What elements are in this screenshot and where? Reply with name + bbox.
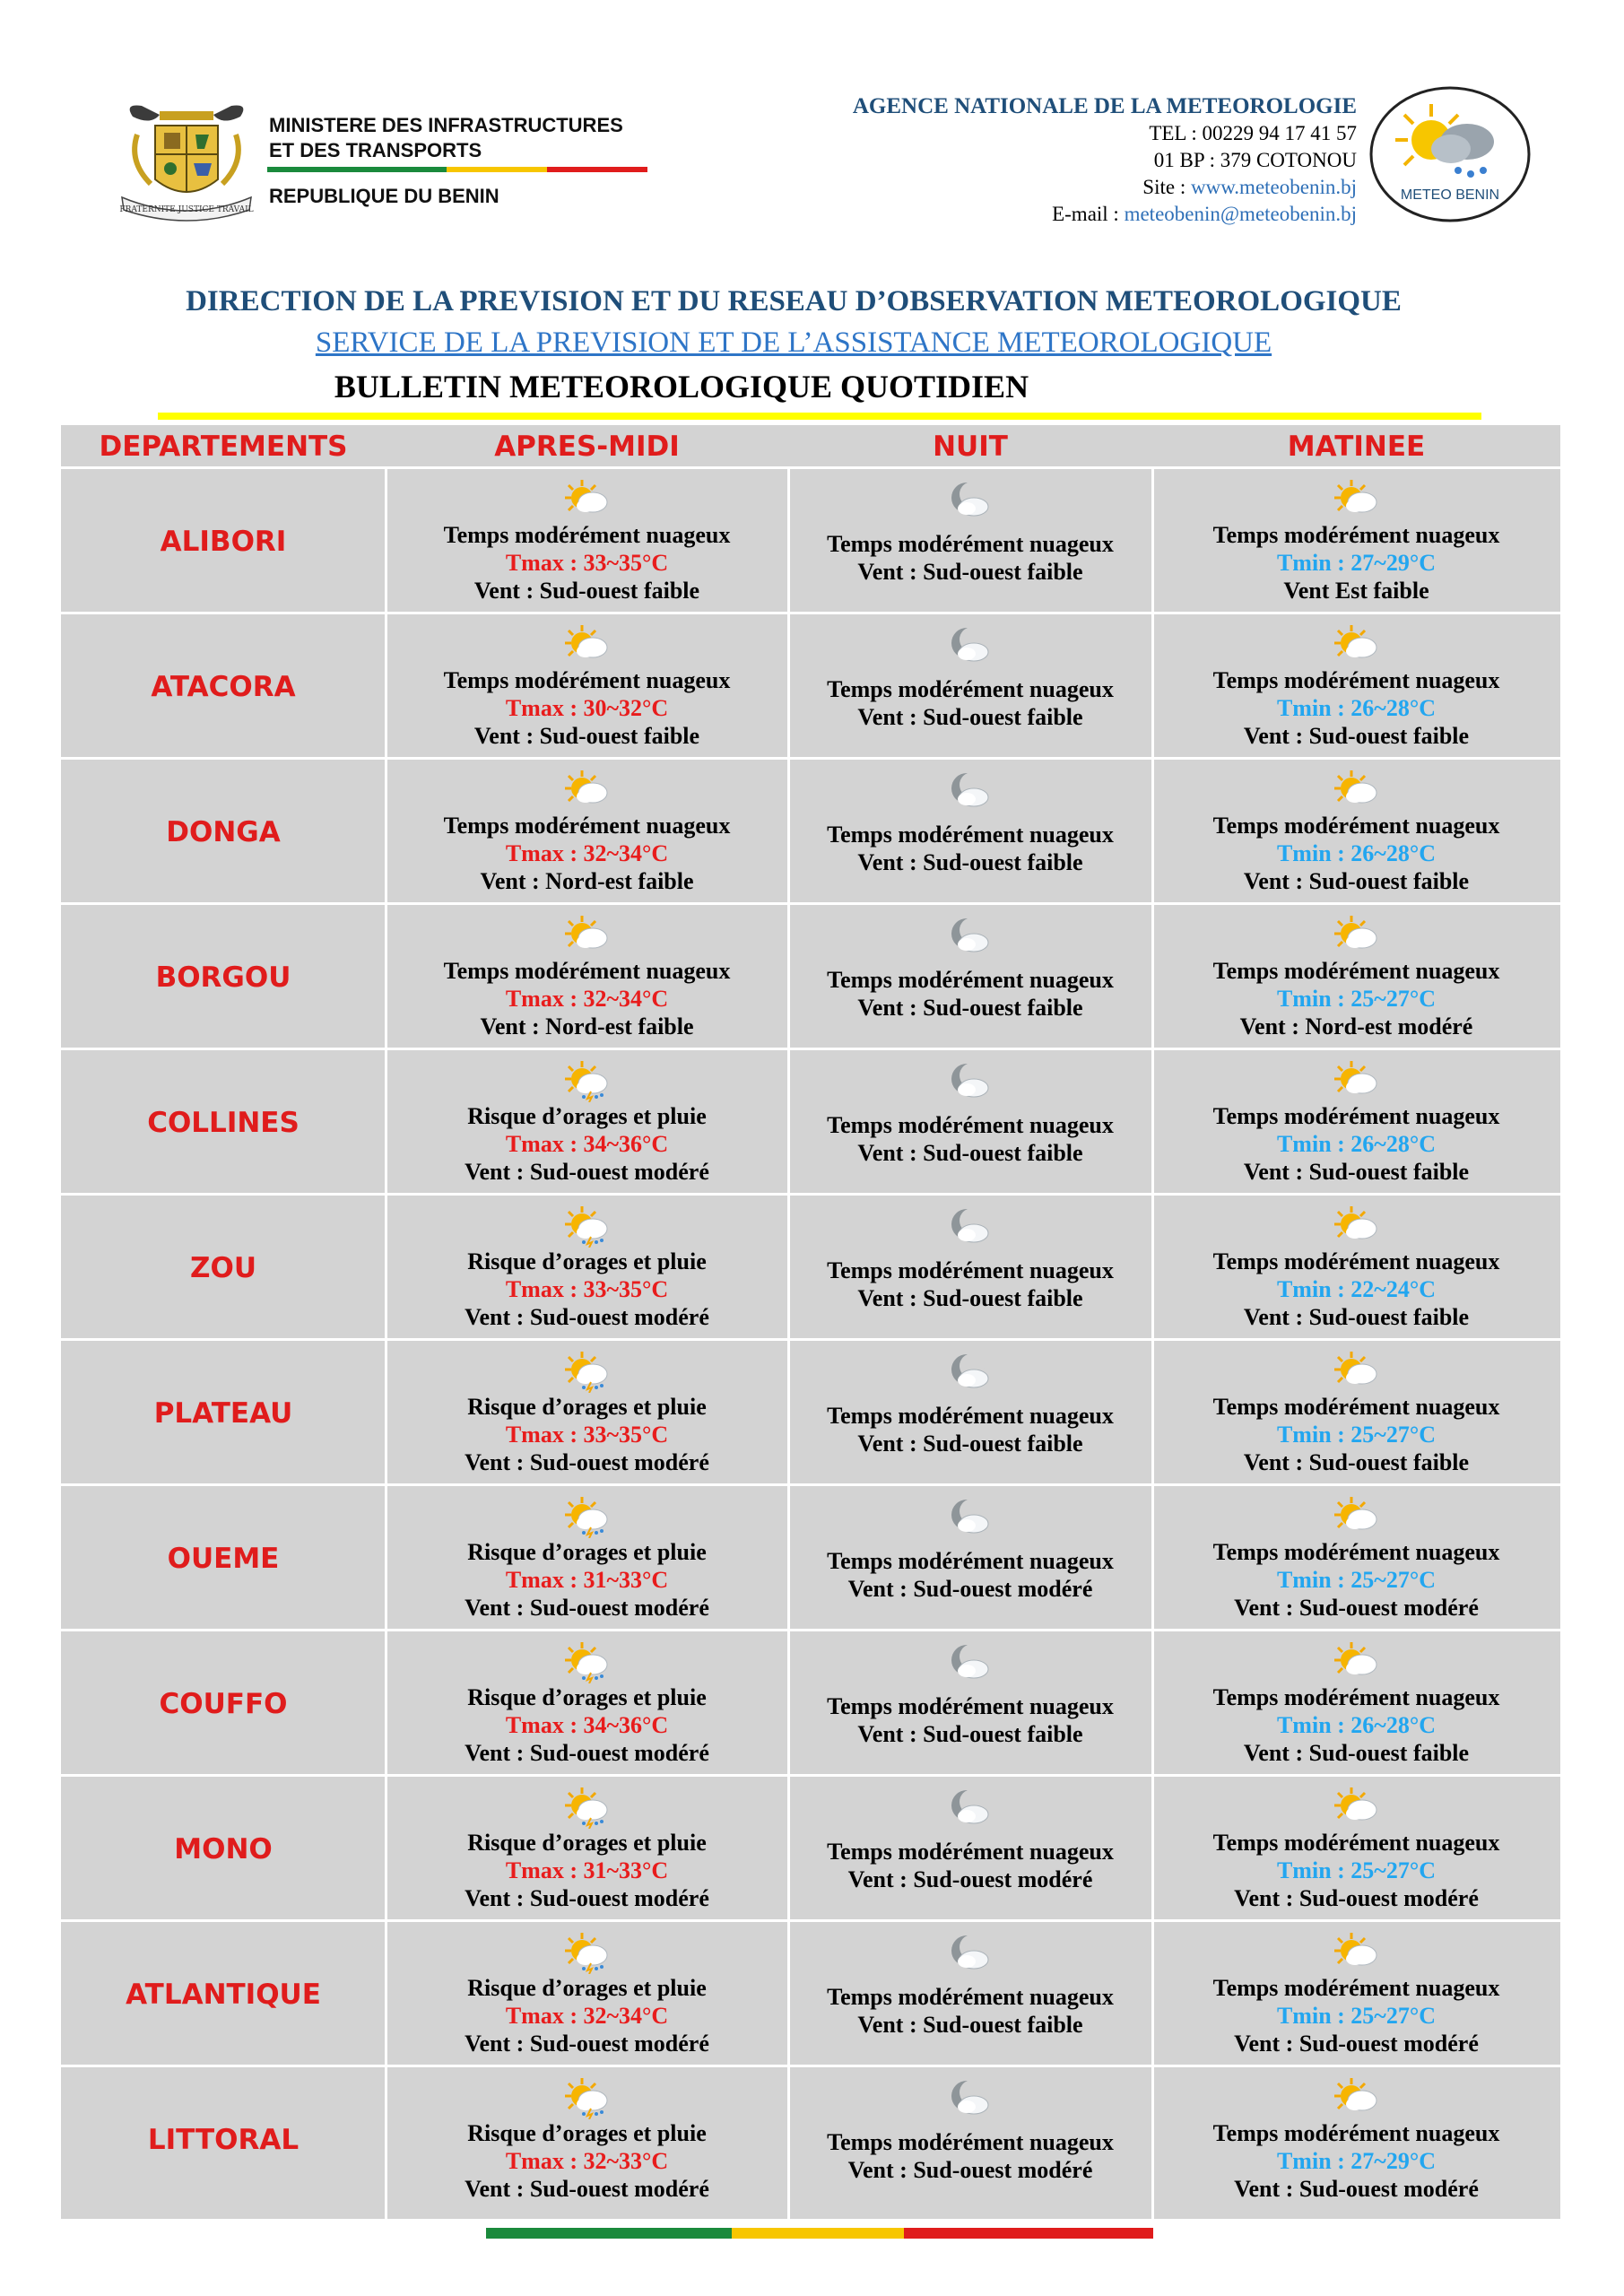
- site-link[interactable]: www.meteobenin.bj: [1190, 176, 1357, 198]
- partly-cloudy-moon-icon: [788, 2076, 1152, 2119]
- ministry-line-2: ET DES TRANSPORTS: [269, 139, 482, 161]
- forecast-table: [61, 425, 1560, 2219]
- department-name: ALIBORI: [160, 526, 287, 558]
- site-label: Site :: [1142, 176, 1191, 198]
- table-row: [61, 1050, 1560, 1196]
- partly-cloudy-sun-icon: [1152, 1640, 1560, 1683]
- forecast-cell-mat: [1152, 1631, 1560, 1777]
- sky-condition: Temps modérément nuageux: [827, 531, 1114, 557]
- sky-condition: Risque d’orages et pluie: [467, 1830, 707, 1856]
- wind-info: Vent : Sud-ouest modéré: [465, 1304, 709, 1330]
- sky-condition: Temps modérément nuageux: [1212, 958, 1500, 984]
- temperature-range: Tmax : 30~32°C: [505, 695, 669, 721]
- partly-cloudy-sun-icon: [1152, 2076, 1560, 2119]
- forecast-cell-am: [386, 469, 788, 614]
- forecast-cell-am: [386, 1341, 788, 1486]
- forecast-cell-mat: [1152, 1050, 1560, 1196]
- wind-info: Vent : Nord-est faible: [480, 1013, 694, 1039]
- sky-condition: Temps modérément nuageux: [827, 1693, 1114, 1719]
- wind-info: Vent : Sud-ouest faible: [857, 849, 1083, 875]
- sky-condition: Temps modérément nuageux: [827, 1839, 1114, 1865]
- thunderstorm-rain-icon: [386, 1059, 788, 1102]
- sky-condition: Temps modérément nuageux: [1212, 667, 1500, 693]
- wind-info: Vent : Sud-ouest faible: [857, 704, 1083, 730]
- agency-bp: 01 BP : 379 COTONOU: [1153, 149, 1357, 171]
- department-name: COLLINES: [147, 1107, 300, 1139]
- sky-condition: Temps modérément nuageux: [827, 822, 1114, 848]
- forecast-cell-am: [386, 760, 788, 905]
- sky-condition: Risque d’orages et pluie: [467, 1394, 707, 1420]
- flag-green-segment: [267, 167, 447, 172]
- partly-cloudy-moon-icon: [788, 1059, 1152, 1102]
- sky-condition: Temps modérément nuageux: [1212, 522, 1500, 548]
- sky-condition: Temps modérément nuageux: [443, 958, 731, 984]
- forecast-cell-nuit: [788, 1631, 1152, 1777]
- wind-info: Vent : Sud-ouest faible: [473, 578, 700, 604]
- forecast-cell-am: [386, 1777, 788, 1922]
- forecast-cell-nuit: [788, 614, 1152, 760]
- ministry-line-1: MINISTERE DES INFRASTRUCTURES: [269, 114, 623, 136]
- partly-cloudy-sun-icon: [1152, 1786, 1560, 1829]
- header-matinee: MATINEE: [1287, 430, 1426, 463]
- forecast-cell-am: [386, 1050, 788, 1196]
- wind-info: Vent : Sud-ouest modéré: [465, 1740, 709, 1766]
- logo-text: METEO BENIN: [1400, 187, 1500, 203]
- temperature-range: Tmax : 32~34°C: [505, 986, 669, 1012]
- wind-info: Vent : Sud-ouest modéré: [847, 1866, 1093, 1892]
- department-name: DONGA: [166, 816, 281, 848]
- temperature-range: Tmin : 26~28°C: [1276, 1712, 1437, 1738]
- temperature-range: Tmin : 27~29°C: [1276, 550, 1437, 576]
- flag-yellow-segment: [447, 167, 547, 172]
- wind-info: Vent : Sud-ouest faible: [473, 723, 700, 749]
- wind-info: Vent : Sud-ouest faible: [857, 995, 1083, 1021]
- department-name: PLATEAU: [153, 1397, 293, 1430]
- wind-info: Vent : Sud-ouest faible: [857, 559, 1083, 585]
- sky-condition: Temps modérément nuageux: [827, 1984, 1114, 2010]
- wind-info: Vent : Sud-ouest modéré: [465, 1449, 709, 1475]
- table-header-row: [61, 425, 1560, 468]
- partly-cloudy-sun-icon: [1152, 1205, 1560, 1248]
- temperature-range: Tmax : 34~36°C: [505, 1131, 669, 1157]
- table-row: [61, 614, 1560, 760]
- wind-info: Vent : Sud-ouest modéré: [465, 2176, 709, 2202]
- table-row: [61, 2067, 1560, 2213]
- temperature-range: Tmax : 32~33°C: [505, 2148, 669, 2174]
- table-row: [61, 1631, 1560, 1777]
- temperature-range: Tmin : 25~27°C: [1276, 986, 1437, 1012]
- flag-yellow-segment: [732, 2228, 904, 2239]
- bulletin-title: BULLETIN METEOROLOGIQUE QUOTIDIEN: [334, 369, 1029, 404]
- email-link[interactable]: meteobenin@meteobenin.bj: [1124, 203, 1357, 225]
- sky-condition: Risque d’orages et pluie: [467, 1103, 707, 1129]
- partly-cloudy-sun-icon: [386, 914, 788, 957]
- sky-condition: Temps modérément nuageux: [827, 1112, 1114, 1138]
- thunderstorm-rain-icon: [386, 1786, 788, 1829]
- partly-cloudy-moon-icon: [788, 769, 1152, 812]
- email-label: E-mail :: [1052, 203, 1125, 225]
- forecast-cell-nuit: [788, 1196, 1152, 1341]
- forecast-cell-mat: [1152, 2067, 1560, 2213]
- partly-cloudy-sun-icon: [1152, 1495, 1560, 1538]
- wind-info: Vent : Sud-ouest faible: [857, 1431, 1083, 1457]
- forecast-cell-nuit: [788, 760, 1152, 905]
- wind-info: Vent : Sud-ouest modéré: [1234, 2176, 1479, 2202]
- sky-condition: Temps modérément nuageux: [827, 676, 1114, 702]
- department-name: LITTORAL: [147, 2124, 300, 2156]
- forecast-cell-am: [386, 2067, 788, 2213]
- partly-cloudy-moon-icon: [788, 1640, 1152, 1683]
- partly-cloudy-sun-icon: [1152, 1350, 1560, 1393]
- forecast-cell-mat: [1152, 1922, 1560, 2067]
- sky-condition: Temps modérément nuageux: [827, 967, 1114, 993]
- wind-info: Vent : Sud-ouest modéré: [1234, 1595, 1479, 1621]
- benin-coat-of-arms-icon: [115, 99, 258, 224]
- forecast-cell-nuit: [788, 905, 1152, 1050]
- partly-cloudy-moon-icon: [788, 478, 1152, 521]
- forecast-cell-mat: [1152, 469, 1560, 614]
- republic-name: REPUBLIQUE DU BENIN: [269, 185, 499, 207]
- footer-flag-bar: [486, 2228, 1153, 2239]
- department-name: ATLANTIQUE: [126, 1979, 321, 2011]
- table-row: [61, 905, 1560, 1050]
- temperature-range: Tmin : 26~28°C: [1276, 1131, 1437, 1157]
- temperature-range: Tmax : 33~35°C: [505, 1276, 669, 1302]
- temperature-range: Tmax : 31~33°C: [505, 1857, 669, 1883]
- thunderstorm-rain-icon: [386, 1640, 788, 1683]
- service-title: SERVICE DE LA PREVISION ET DE L’ASSISTANCE METEOROLOGIQUE: [315, 326, 1272, 359]
- thunderstorm-rain-icon: [386, 1350, 788, 1393]
- forecast-cell-mat: [1152, 614, 1560, 760]
- thunderstorm-rain-icon: [386, 2076, 788, 2119]
- forecast-cell-mat: [1152, 1777, 1560, 1922]
- sky-condition: Temps modérément nuageux: [1212, 1975, 1500, 2001]
- forecast-cell-nuit: [788, 1050, 1152, 1196]
- sky-condition: Temps modérément nuageux: [1212, 2120, 1500, 2146]
- temperature-range: Tmin : 26~28°C: [1276, 695, 1437, 721]
- sky-condition: Temps modérément nuageux: [1212, 1103, 1500, 1129]
- sky-condition: Risque d’orages et pluie: [467, 1684, 707, 1710]
- wind-info: Vent : Sud-ouest faible: [1243, 1304, 1470, 1330]
- wind-info: Vent : Sud-ouest faible: [1243, 868, 1470, 894]
- wind-info: Vent : Nord-est faible: [480, 868, 694, 894]
- temperature-range: Tmin : 26~28°C: [1276, 840, 1437, 866]
- forecast-cell-mat: [1152, 905, 1560, 1050]
- forecast-cell-nuit: [788, 1777, 1152, 1922]
- ministry-name: [269, 113, 623, 163]
- partly-cloudy-sun-icon: [386, 478, 788, 521]
- title-underline: [158, 413, 1481, 420]
- table-row: [61, 1341, 1560, 1486]
- sky-condition: Temps modérément nuageux: [1212, 813, 1500, 839]
- partly-cloudy-sun-icon: [386, 623, 788, 666]
- wind-info: Vent : Sud-ouest faible: [857, 1721, 1083, 1747]
- agency-site: [853, 174, 1357, 201]
- temperature-range: Tmax : 31~33°C: [505, 1567, 669, 1593]
- wind-info: Vent : Sud-ouest modéré: [847, 2157, 1093, 2183]
- svg-text:FRATERNITE JUSTICE TRAVAIL: FRATERNITE JUSTICE TRAVAIL: [119, 205, 254, 214]
- table-row: [61, 760, 1560, 905]
- thunderstorm-rain-icon: [386, 1205, 788, 1248]
- sky-condition: Risque d’orages et pluie: [467, 1248, 707, 1274]
- table-row: [61, 469, 1560, 614]
- thunderstorm-rain-icon: [386, 1931, 788, 1974]
- partly-cloudy-moon-icon: [788, 914, 1152, 957]
- sky-condition: Temps modérément nuageux: [827, 1548, 1114, 1574]
- sky-condition: Risque d’orages et pluie: [467, 1539, 707, 1565]
- department-name: COUFFO: [159, 1688, 288, 1720]
- sky-condition: Temps modérément nuageux: [1212, 1830, 1500, 1856]
- direction-title: DIRECTION DE LA PREVISION ET DU RESEAU D’OBSERVATION METEOROLOGIQUE: [186, 285, 1402, 317]
- temperature-range: Tmin : 25~27°C: [1276, 2003, 1437, 2029]
- wind-info: Vent : Sud-ouest modéré: [847, 1576, 1093, 1602]
- forecast-cell-am: [386, 905, 788, 1050]
- sky-condition: Temps modérément nuageux: [827, 2129, 1114, 2155]
- wind-info: Vent : Sud-ouest modéré: [465, 1885, 709, 1911]
- temperature-range: Tmin : 27~29°C: [1276, 2148, 1437, 2174]
- agency-name: AGENCE NATIONALE DE LA METEOROLOGIE: [852, 94, 1357, 118]
- department-name: BORGOU: [155, 961, 291, 994]
- department-name: ZOU: [189, 1252, 256, 1284]
- wind-info: Vent : Sud-ouest modéré: [465, 1595, 709, 1621]
- forecast-cell-nuit: [788, 1922, 1152, 2067]
- forecast-cell-mat: [1152, 1341, 1560, 1486]
- wind-info: Vent : Sud-ouest faible: [857, 2012, 1083, 2038]
- temperature-range: Tmax : 32~34°C: [505, 840, 669, 866]
- wind-info: Vent : Nord-est modéré: [1239, 1013, 1473, 1039]
- agency-email: [853, 201, 1357, 228]
- flag-red-segment: [904, 2228, 1153, 2239]
- meteo-benin-logo-icon: [1368, 84, 1532, 224]
- header-departements: DEPARTEMENTS: [99, 430, 348, 463]
- table-row: [61, 1777, 1560, 1922]
- temperature-range: Tmax : 34~36°C: [505, 1712, 669, 1738]
- sky-condition: Temps modérément nuageux: [1212, 1248, 1500, 1274]
- table-row: [61, 1196, 1560, 1341]
- temperature-range: Tmax : 33~35°C: [505, 1422, 669, 1448]
- agency-tel: TEL : 00229 94 17 41 57: [1149, 122, 1357, 144]
- header-apres-midi: APRES-MIDI: [494, 430, 680, 463]
- table-row: [61, 1922, 1560, 2067]
- temperature-range: Tmin : 22~24°C: [1276, 1276, 1437, 1302]
- thunderstorm-rain-icon: [386, 1495, 788, 1538]
- department-name: ATACORA: [151, 671, 296, 703]
- forecast-cell-am: [386, 1486, 788, 1631]
- wind-info: Vent : Sud-ouest modéré: [465, 1159, 709, 1185]
- agency-block: [853, 93, 1357, 228]
- partly-cloudy-sun-icon: [386, 769, 788, 812]
- department-name: OUEME: [167, 1543, 280, 1575]
- forecast-cell-am: [386, 1196, 788, 1341]
- partly-cloudy-sun-icon: [1152, 1931, 1560, 1974]
- forecast-cell-am: [386, 614, 788, 760]
- header-nuit: NUIT: [933, 430, 1008, 463]
- partly-cloudy-moon-icon: [788, 1205, 1152, 1248]
- sky-condition: Temps modérément nuageux: [1212, 1394, 1500, 1420]
- flag-red-segment: [547, 167, 647, 172]
- partly-cloudy-sun-icon: [1152, 769, 1560, 812]
- partly-cloudy-moon-icon: [788, 623, 1152, 666]
- partly-cloudy-moon-icon: [788, 1931, 1152, 1974]
- partly-cloudy-moon-icon: [788, 1495, 1152, 1538]
- department-name: MONO: [174, 1833, 273, 1866]
- partly-cloudy-moon-icon: [788, 1350, 1152, 1393]
- forecast-cell-mat: [1152, 1196, 1560, 1341]
- temperature-range: Tmin : 25~27°C: [1276, 1567, 1437, 1593]
- table-row: [61, 1486, 1560, 1631]
- forecast-cell-nuit: [788, 469, 1152, 614]
- partly-cloudy-sun-icon: [1152, 914, 1560, 957]
- temperature-range: Tmin : 25~27°C: [1276, 1422, 1437, 1448]
- forecast-cell-am: [386, 1922, 788, 2067]
- wind-info: Vent : Sud-ouest faible: [1243, 1740, 1470, 1766]
- sky-condition: Temps modérément nuageux: [443, 813, 731, 839]
- wind-info: Vent : Sud-ouest modéré: [465, 2031, 709, 2057]
- ministry-flag-bar: [267, 167, 647, 172]
- sky-condition: Temps modérément nuageux: [1212, 1684, 1500, 1710]
- temperature-range: Tmax : 33~35°C: [505, 550, 669, 576]
- sky-condition: Temps modérément nuageux: [827, 1403, 1114, 1429]
- partly-cloudy-sun-icon: [1152, 478, 1560, 521]
- wind-info: Vent Est faible: [1283, 578, 1429, 604]
- sky-condition: Temps modérément nuageux: [1212, 1539, 1500, 1565]
- forecast-cell-mat: [1152, 1486, 1560, 1631]
- wind-info: Vent : Sud-ouest faible: [857, 1285, 1083, 1311]
- sky-condition: Temps modérément nuageux: [827, 1257, 1114, 1283]
- forecast-cell-am: [386, 1631, 788, 1777]
- partly-cloudy-sun-icon: [1152, 623, 1560, 666]
- sky-condition: Risque d’orages et pluie: [467, 1975, 707, 2001]
- forecast-cell-nuit: [788, 1486, 1152, 1631]
- forecast-cell-nuit: [788, 2067, 1152, 2213]
- wind-info: Vent : Sud-ouest faible: [1243, 723, 1470, 749]
- sky-condition: Temps modérément nuageux: [443, 667, 731, 693]
- sky-condition: Risque d’orages et pluie: [467, 2120, 707, 2146]
- forecast-cell-nuit: [788, 1341, 1152, 1486]
- forecast-cell-mat: [1152, 760, 1560, 905]
- flag-green-segment: [486, 2228, 732, 2239]
- wind-info: Vent : Sud-ouest faible: [1243, 1449, 1470, 1475]
- temperature-range: Tmax : 32~34°C: [505, 2003, 669, 2029]
- wind-info: Vent : Sud-ouest modéré: [1234, 1885, 1479, 1911]
- wind-info: Vent : Sud-ouest modéré: [1234, 2031, 1479, 2057]
- sky-condition: Temps modérément nuageux: [443, 522, 731, 548]
- temperature-range: Tmin : 25~27°C: [1276, 1857, 1437, 1883]
- partly-cloudy-moon-icon: [788, 1786, 1152, 1829]
- wind-info: Vent : Sud-ouest faible: [857, 1140, 1083, 1166]
- wind-info: Vent : Sud-ouest faible: [1243, 1159, 1470, 1185]
- partly-cloudy-sun-icon: [1152, 1059, 1560, 1102]
